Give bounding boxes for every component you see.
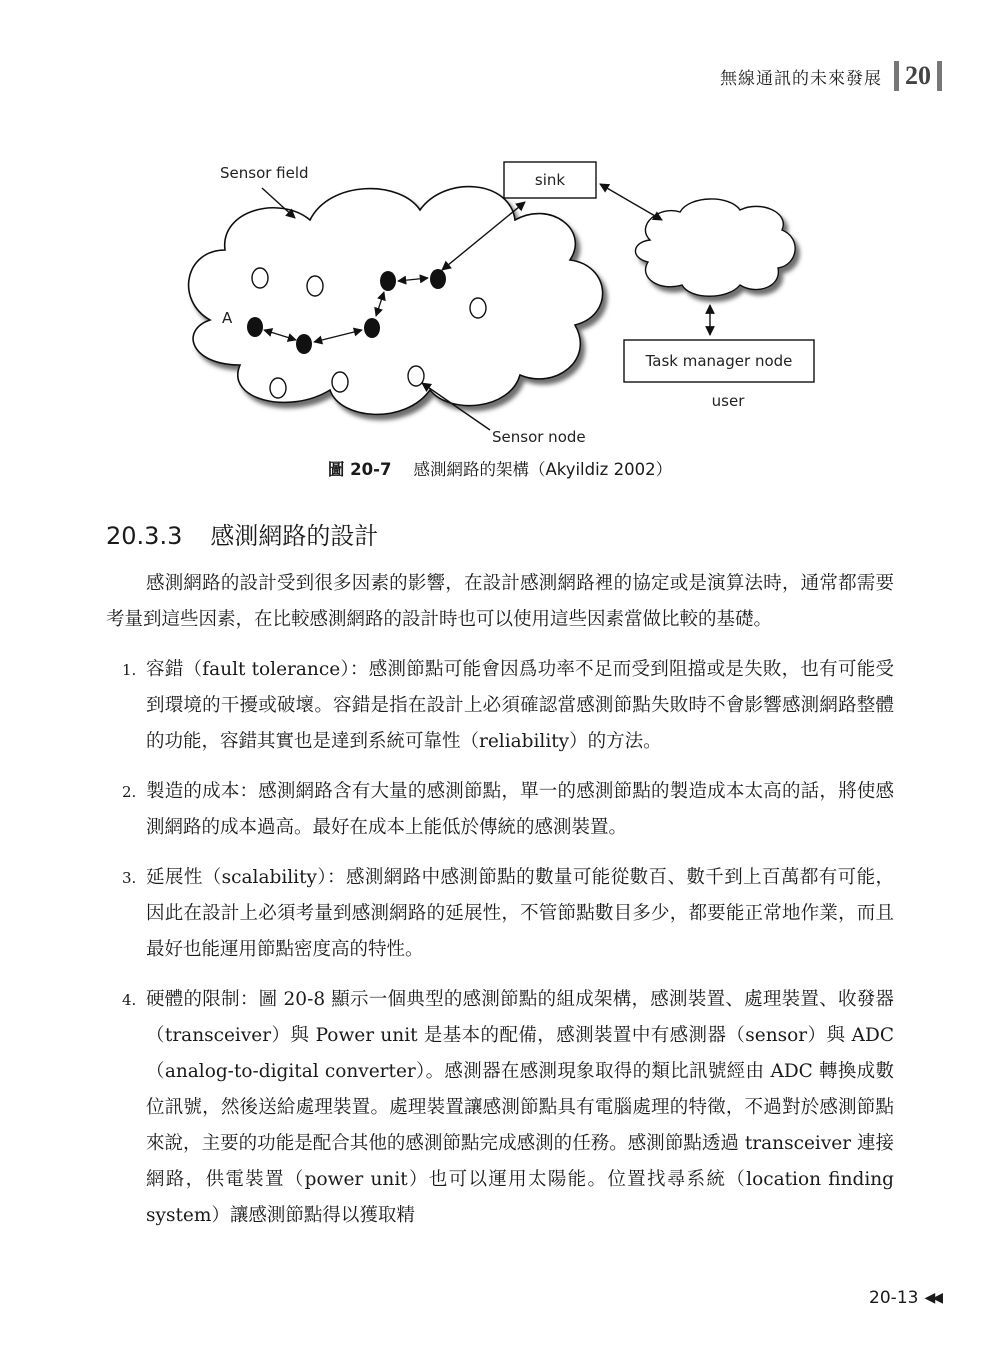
node-a-label: A [222, 309, 233, 327]
list-item-text: 製造的成本：感測網路含有大量的感測節點，單一的感測節點的製造成本太高的話，將使感測網路的成本過高。最好在成本上能低於傳統的感測裝置。 [146, 781, 894, 838]
figure-caption [0, 456, 1000, 480]
sensor-network-diagram [170, 150, 850, 450]
sink-label: sink [534, 171, 566, 189]
active-node [364, 318, 380, 338]
active-node [296, 334, 312, 354]
active-node [430, 269, 446, 289]
sensor-field-cloud [189, 187, 603, 415]
intro-paragraph: 感測網路的設計受到很多因素的影響，在設計感測網路裡的協定或是演算法時，通常都需要考量到這些因素，在比較感測網路的設計時也可以使用這些因素當做比較的基礎。 [106, 573, 894, 630]
chapter-number: 20 [894, 61, 942, 91]
list-item [106, 860, 894, 968]
section-heading [106, 516, 378, 551]
idle-node [307, 276, 323, 296]
idle-node [408, 366, 424, 386]
section-number: 20.3.3 [106, 522, 183, 550]
sink-to-cloud-link [600, 184, 662, 220]
remote-network-cloud [635, 199, 795, 296]
list-item [106, 652, 894, 760]
idle-node [270, 378, 286, 398]
idle-node [332, 372, 348, 392]
design-factor-list [106, 652, 894, 1234]
running-header [720, 60, 942, 92]
double-left-arrow-icon: ◀◀ [924, 1290, 940, 1306]
list-item-number: 2. [122, 783, 137, 801]
section-title: 感測網路的設計 [210, 522, 379, 550]
sensor-field-label: Sensor field [220, 164, 309, 182]
active-node [247, 317, 263, 337]
list-item-text: 延展性（scalability）：感測網路中感測節點的數量可能從數百、數千到上百萬都有可能，因此在設計上必須考量到感測網路的延展性，不管節點數目多少，都要能正常地作業，而且最好也能運用節點密度高的特性。 [146, 867, 895, 960]
list-item-number: 4. [122, 991, 137, 1009]
user-label: user [711, 392, 745, 410]
idle-node [470, 298, 486, 318]
caption-text: 感測網路的架構（Akyildiz 2002） [413, 460, 673, 479]
page-footer [869, 1288, 940, 1308]
chapter-title: 無線通訊的未來發展 [720, 68, 882, 89]
list-item-text: 硬體的限制：圖 20-8 顯示一個典型的感測節點的組成架構，感測裝置、處理裝置、收發器（transceiver）與 Power unit 是基本的配備，感測裝置中有感測器（sensor）與 ADC（analog-to-digital converter）。感測器在感測現象取得的類比訊號經由 ADC 轉換成數位訊號，然後送給處理裝置。處理裝置讓感測節點具有電腦處理的特徵，不過對於感測節點來說，主要的功能是配合其他的感測節點完成感測的任務。感測節點透過 transceiver 連接網路，供電裝置（power unit）也可以運用太陽能。位置找尋系統（location finding system）讓感測節點得以獲取精 [146, 989, 894, 1226]
list-item [106, 774, 894, 846]
list-item-number: 3. [122, 869, 137, 887]
list-item-text: 容錯（fault tolerance）：感測節點可能會因爲功率不足而受到阻擋或是失敗，也有可能受到環境的干擾或破壞。容錯是指在設計上必須確認當感測節點失敗時不會影響感測網路整體的功能，容錯其實也是達到系統可靠性（reliability）的方法。 [146, 659, 894, 752]
body-content [106, 566, 894, 1248]
idle-node [252, 268, 268, 288]
sensor-network-figure [170, 150, 850, 450]
caption-number: 圖 20-7 [327, 460, 392, 479]
list-item [106, 982, 894, 1234]
page-number: 20-13 [869, 1288, 919, 1308]
task-manager-label: Task manager node [645, 352, 793, 370]
sensor-node-label: Sensor node [492, 428, 586, 446]
list-item-number: 1. [122, 661, 137, 679]
active-node [380, 271, 396, 291]
